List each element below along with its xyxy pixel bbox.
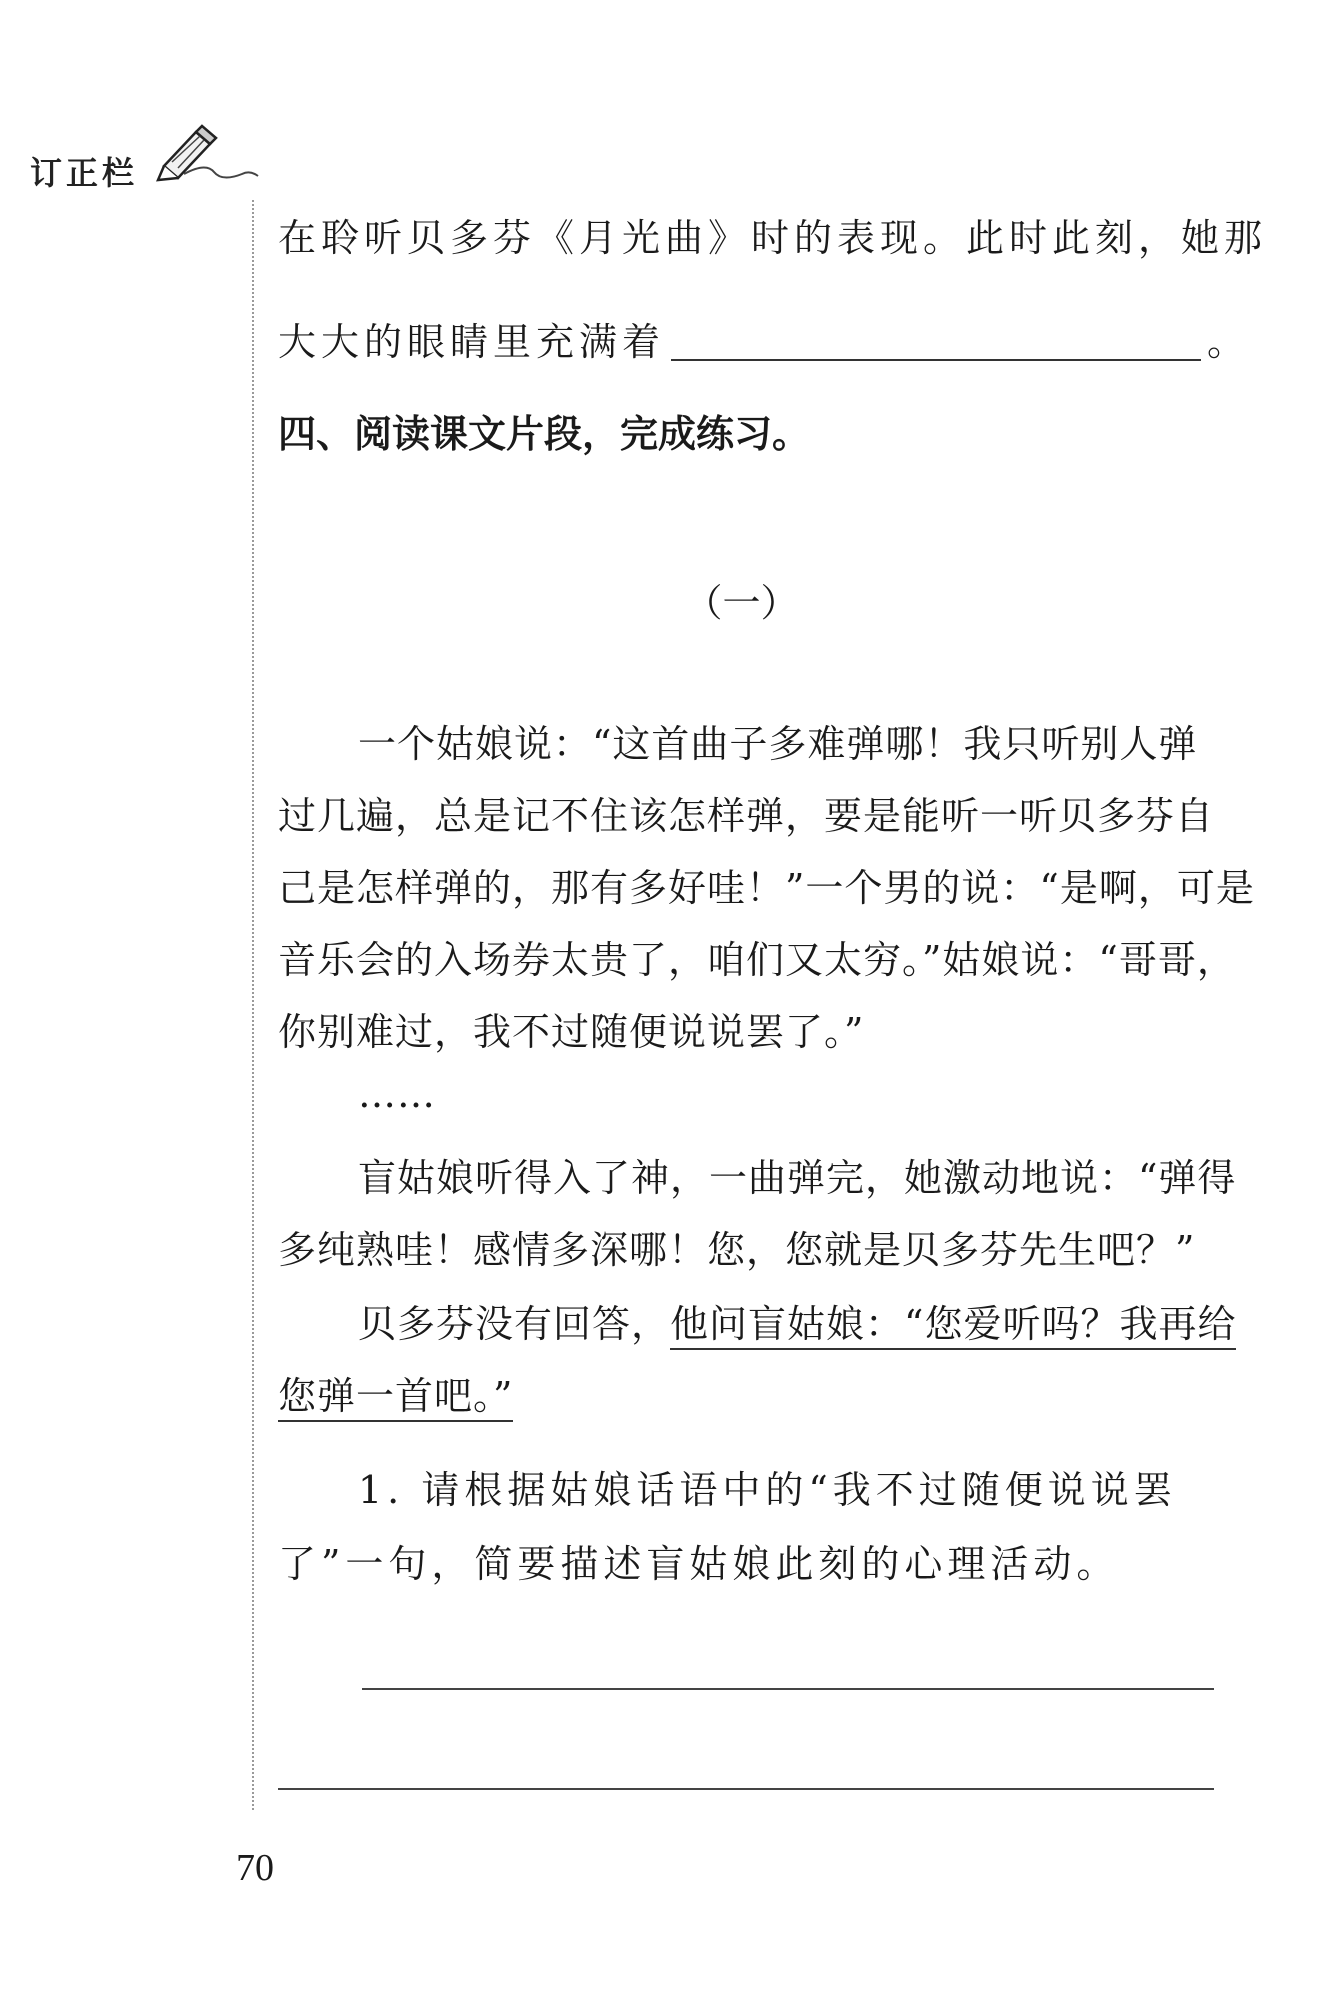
passage-line: 过几遍，总是记不住该怎样弹，要是能听一听贝多芬自 [278, 794, 1215, 838]
question-1-line-2: 了”一句，简要描述盲姑娘此刻的心理活动。 [278, 1542, 1120, 1586]
passage-line: 音乐会的入场券太贵了，咱们又太穷。”姑娘说：“哥哥， [278, 938, 1236, 982]
intro-line-2-text: 大大的眼睛里充满着 [278, 320, 666, 364]
passage-ellipsis: …… [358, 1072, 436, 1116]
question-1-line-1: 1. 请根据姑娘话语中的“我不过随便说说罢 [358, 1468, 1177, 1512]
answer-line-1[interactable] [362, 1688, 1214, 1690]
correction-column-divider [252, 200, 254, 1810]
correction-column-label: 订正栏 [30, 154, 139, 192]
intro-line-1: 在聆听贝多芬《月光曲》时的表现。此时此刻，她那 [278, 216, 1268, 260]
fill-in-blank[interactable] [671, 323, 1201, 361]
passage-line: 多纯熟哇！感情多深哪！您，您就是贝多芬先生吧？” [278, 1228, 1196, 1272]
intro-line-2-end: 。 [1207, 320, 1251, 364]
intro-line-2 [278, 318, 1251, 366]
underlined-sentence: 您弹一首吧。” [278, 1374, 513, 1422]
underlined-sentence: 他问盲姑娘：“您爱听吗？我再给 [670, 1302, 1236, 1350]
section-heading: 四、阅读课文片段，完成练习。 [278, 412, 811, 456]
passage-line-underlined [278, 1372, 1218, 1420]
passage-line-underlined [278, 1300, 1237, 1348]
page-number: 70 [236, 1847, 274, 1889]
answer-line-2[interactable] [278, 1788, 1214, 1790]
passage-line: 己是怎样弹的，那有多好哇！”一个男的说：“是啊，可是 [278, 866, 1255, 910]
passage-text: 贝多芬没有回答， [358, 1302, 671, 1346]
passage-line: 一个姑娘说：“这首曲子多难弹哪！我只听别人弹 [358, 722, 1198, 766]
section-number: （一） [684, 581, 799, 625]
passage-line: 你别难过，我不过随便说说罢了。” [278, 1010, 865, 1054]
pencil-icon [150, 122, 260, 182]
passage-line: 盲姑娘听得入了神，一曲弹完，她激动地说：“弹得 [358, 1156, 1237, 1200]
